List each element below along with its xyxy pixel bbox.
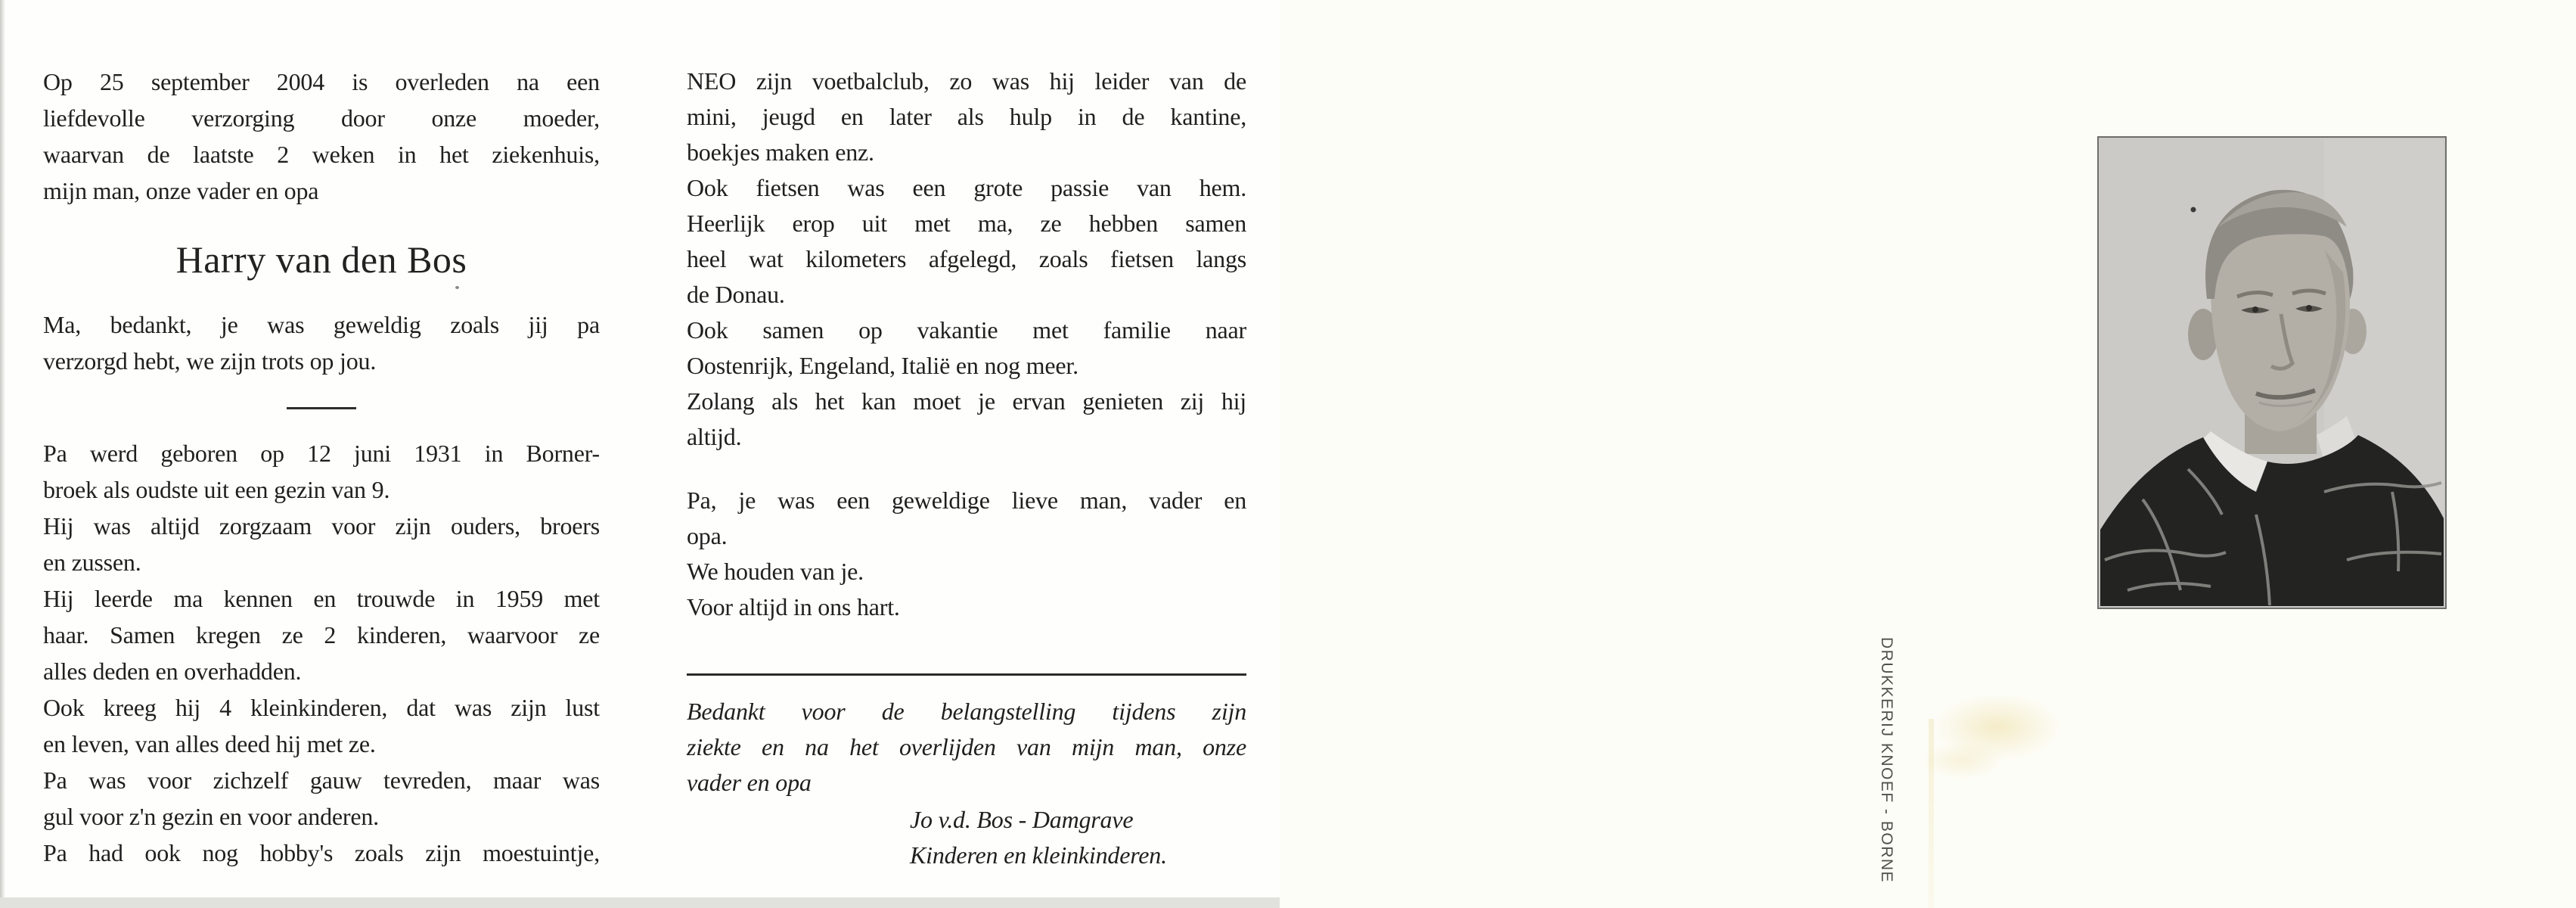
scan-artifact-left-edge [0, 0, 5, 908]
text-line: waarvan de laatste 2 weken in het ziekenhuis, [43, 141, 600, 168]
text-line: ziekte en na het overlijden van mijn man, onze [687, 733, 1246, 760]
scan-artifact-speck [455, 286, 459, 289]
signature-line: Kinderen en kleinkinderen. [910, 841, 1167, 869]
text-line: haar. Samen kregen ze 2 kinderen, waarvoor ze [43, 621, 600, 648]
text-line: verzorgd hebt, we zijn trots op jou. [43, 347, 377, 375]
section-divider [287, 407, 356, 409]
text-line: de Donau. [687, 281, 785, 308]
left-column [43, 64, 600, 871]
text-line: NEO zijn voetbalclub, zo was hij leider van de [687, 67, 1246, 95]
text-line: Pa, je was een geweldige lieve man, vader en [687, 487, 1246, 514]
text-line: alles deden en overhadden. [43, 658, 302, 685]
text-line: Bedankt voor de belangstelling tijdens zijn [687, 698, 1246, 725]
text-line: Oostenrijk, Engeland, Italië en nog meer. [687, 352, 1079, 379]
text-line: en leven, van alles deed hij met ze. [43, 730, 376, 757]
portrait-photo [2097, 136, 2447, 609]
text-line: Pa was voor zichzelf gauw tevreden, maar was [43, 767, 600, 794]
deceased-name: Harry van den Bos [175, 238, 467, 281]
text-line: vader en opa [687, 769, 812, 796]
text-line: boekjes maken enz. [687, 138, 874, 166]
text-line: heel wat kilometers afgelegd, zoals fietsen langs [687, 245, 1246, 272]
text-line: Voor altijd in ons hart. [687, 593, 900, 620]
text-line: Ma, bedankt, je was geweldig zoals jij pa [43, 311, 600, 338]
text-line: mijn man, onze vader en opa [43, 177, 319, 204]
signature-line: Jo v.d. Bos - Damgrave [910, 806, 1134, 833]
text-line: altijd. [687, 423, 742, 450]
text-line: Ook samen op vakantie met familie naar [687, 316, 1246, 344]
text-line: liefdevolle verzorging door onze moeder, [43, 104, 600, 132]
printer-mark: DRUKKERIJ KNOEF - BORNE [1878, 637, 1895, 884]
text-line: Op 25 september 2004 is overleden na een [43, 68, 600, 95]
text-line: Zolang als het kan moet je ervan genieten zij hij [687, 387, 1246, 415]
text-line: mini, jeugd en later als hulp in de kantine, [687, 103, 1246, 130]
text-line: Ook fietsen was een grote passie van hem. [687, 174, 1246, 201]
text-line: Ook kreeg hij 4 kleinkinderen, dat was zijn lust [43, 694, 600, 721]
text-line: Hij was altijd zorgzaam voor zijn ouders, broers [43, 512, 600, 540]
closing-divider [687, 673, 1246, 676]
text-line: en zussen. [43, 549, 141, 576]
middle-column [687, 64, 1246, 873]
text-line: opa. [687, 522, 728, 549]
scan-artifact-streak [1929, 719, 1934, 908]
text-line: Pa werd geboren op 12 juni 1931 in Borner- [43, 440, 600, 467]
text-line: Pa had ook nog hobby's zoals zijn moestuintje, [43, 839, 600, 866]
signature-block [687, 802, 1246, 873]
text-line: Heerlijk erop uit met ma, ze hebben samen [687, 210, 1246, 237]
text-line: gul voor z'n gezin en voor anderen. [43, 803, 379, 830]
scan-artifact-bottom-strip [0, 897, 1280, 908]
text-line: We houden van je. [687, 558, 864, 585]
text-line: Hij leerde ma kennen en trouwde in 1959 met [43, 585, 600, 612]
text-line: broek als oudste uit een gezin van 9. [43, 476, 390, 503]
